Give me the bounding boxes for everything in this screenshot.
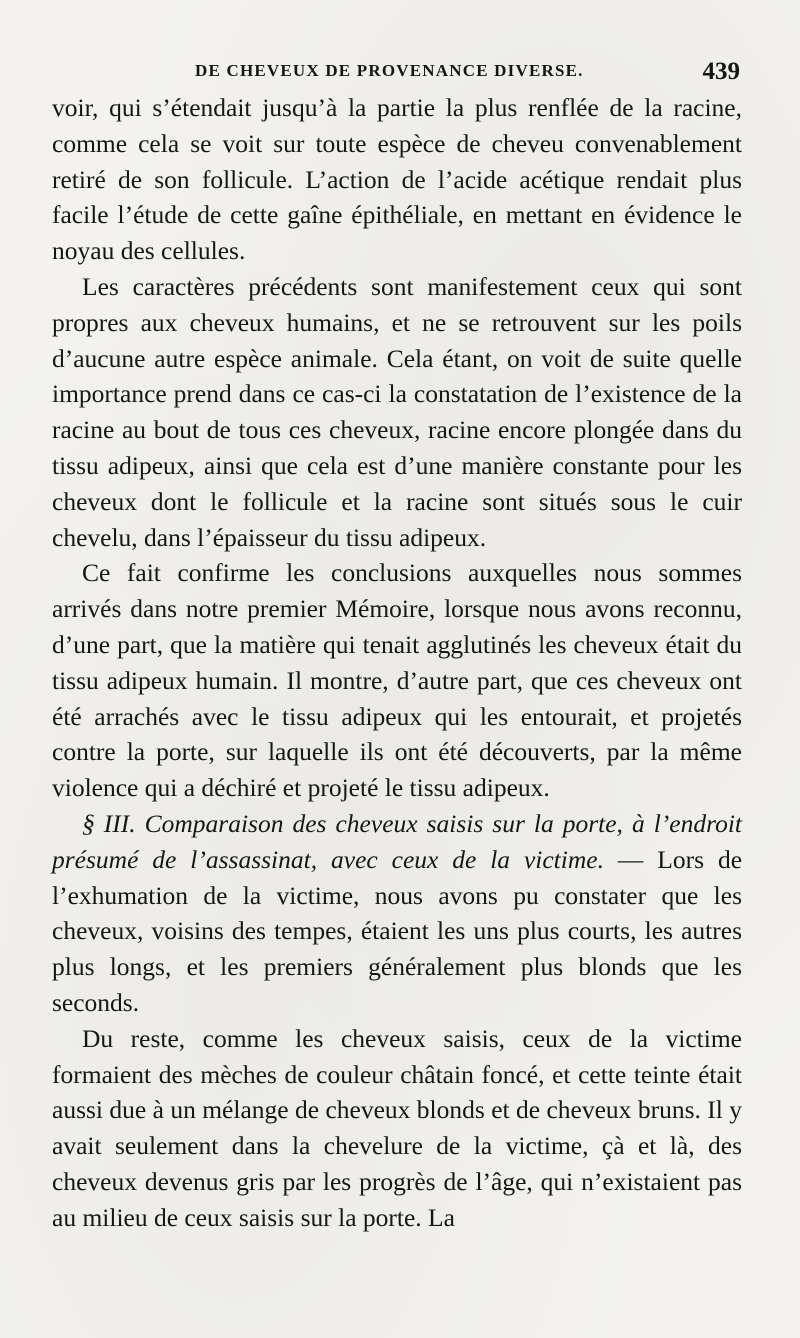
paragraph: Les caractères précédents sont manifestement ceux qui sont propres aux cheveux humains, et ne se retrouvent sur les poils d’aucune autre espèce animale. Cela étant, on voit de suite quelle importance prend dans ce cas-ci la constatation de l’existence de la racine au bout de tous ces cheveux, racine encore plongée dans du tissu adipeux, ainsi que cela est d’une manière constante pour les cheveux dont le follicule et la racine sont situés sous le cuir chevelu, dans l’épaisseur du tissu adipeux.: [52, 271, 742, 552]
paragraph: Du reste, comme les cheveux saisis, ceux de la victime formaient des mèches de couleur châtain foncé, et cette teinte était aussi due à un mélange de cheveux blonds et de cheveux bruns. Il y avait seulement dans la chevelure de la victime, çà et là, des cheveux devenus gris par les progrès de l’âge, qui n’existaient pas au milieu de ceux saisis sur la porte. La: [52, 1023, 742, 1232]
section-paragraph: [52, 806, 742, 1021]
running-title: DE CHEVEUX DE PROVENANCE DIVERSE.: [195, 61, 584, 80]
section-heading: § III. Comparaison des cheveux saisis sur la porte, à l’endroit présumé de l’assassinat, avec ceux de la victime.: [52, 808, 742, 874]
section-text: — Lors de l’exhumation de la victime, nous avons pu constater que les cheveux, voisins des tempes, étaient les uns plus courts, les autres plus longs, et les premiers généralement plus blonds que les seconds.: [52, 844, 743, 1017]
body-text: [52, 90, 742, 1236]
paragraph: Ce fait confirme les conclusions auxquelles nous sommes arrivés dans notre premier Mémoire, lorsque nous avons reconnu, d’une part, que la matière qui tenait agglutinés les cheveux était du tissu adipeux humain. Il montre, d’autre part, que ces cheveux ont été arrachés avec le tissu adipeux qui les entourait, et projetés contre la porte, sur laquelle ils ont été découverts, par la même violence qui a déchiré et projeté le tissu adipeux.: [52, 558, 742, 803]
running-head: [52, 58, 742, 88]
page-number: 439: [702, 58, 740, 85]
paragraph-continuation: voir, qui s’étendait jusqu’à la partie la plus renflée de la racine, comme cela se voit sur toute espèce de cheveu convenablement retiré de son follicule. L’action de l’acide acétique rendait plus facile l’étude de cette gaîne épithéliale, en mettant en évidence le noyau des cellules.: [52, 93, 742, 266]
